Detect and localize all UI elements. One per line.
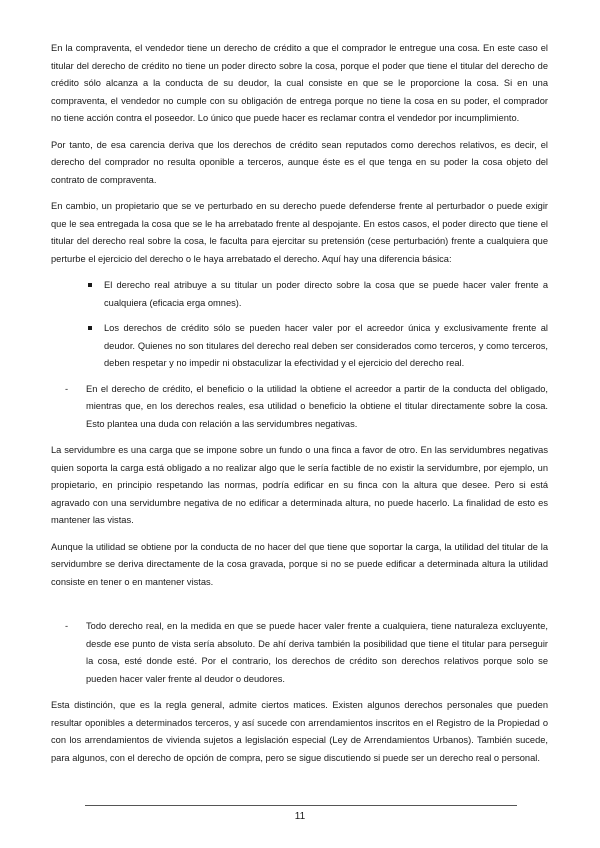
paragraph: Por tanto, de esa carencia deriva que los derechos de crédito sean reputados como derechos relativos, es decir, el derecho del comprador no resulta oponible a terceros, aunque éste es el que tenga en su poder la cosa objeto del contrato de compraventa. (51, 139, 548, 185)
bullet-item: El derecho real atribuye a su titular un poder directo sobre la cosa que se puede hacer valer frente a cualquiera (eficacia erga omnes). (51, 277, 548, 312)
dash-item: - Todo derecho real, en la medida en que se puede hacer valer frente a cualquiera, tiene naturaleza excluyente, desde ese punto de vista sería absoluto. De ahí deriva también la posibilidad que tiene el titular para perseguir la cosa, esté donde esté. Por el contrario, los derechos de crédito son derechos relativos porque solo se pueden hacer valer frente al deudor o deudores. (51, 618, 548, 688)
bullet-list (51, 277, 548, 373)
page-content (51, 40, 548, 776)
paragraph: En cambio, un propietario que se ve perturbado en su derecho puede defenderse frente al perturbador o puede exigir que le sea entregada la cosa que se le ha arrebatado frente al despojante. En estos casos, el poder directo que tiene el titular del derecho real sobre la cosa, le faculta para ejercitar su pretensión (cese perturbación) frente a cualquiera que perturbe el ejercicio del derecho o le haya arrebatado el derecho. Aquí hay una diferencia básica: (51, 201, 548, 264)
footer-divider (85, 805, 517, 806)
dash-list (51, 381, 548, 434)
page-number: 11 (294, 811, 306, 822)
paragraph: Aunque la utilidad se obtiene por la conducta de no hacer del que tiene que soportar la carga, la utilidad del titular de la servidumbre se deriva directamente de la cosa gravada, porque si no se puede edificar a determinada altura la utilidad consiste en tener o en mantener vistas. (51, 541, 548, 587)
dash-list (51, 618, 548, 688)
spacer (51, 600, 548, 618)
paragraph: Esta distinción, que es la regla general, admite ciertos matices. Existen algunos derechos personales que pueden resultar oponibles a determinados terceros, y así sucede con arrendamientos inscritos en el Registro de la Propiedad o con los arrendamientos de vivienda sujetos a legislación especial (Ley de Arrendamientos Urbanos). También sucede, para algunos, con el derecho de opción de compra, pero se sigue discutiendo si puede ser un derecho real o personal. (51, 700, 548, 763)
dash-item: - En el derecho de crédito, el beneficio o la utilidad la obtiene el acreedor a partir de la conducta del obligado, mientras que, en los derechos reales, esa utilidad o beneficio la obtiene el titular directamente sobre la cosa. Esto plantea una duda con relación a las servidumbres negativas. (51, 381, 548, 434)
paragraph: En la compraventa, el vendedor tiene un derecho de crédito a que el comprador le entregue una cosa. En este caso el titular del derecho de crédito no tiene un poder directo sobre la cosa, porque el poder que tiene el titular del derecho de crédito sólo alcanza a la conducta de su deudor, la cual consiste en que se le proporcione la cosa. Si en una compraventa, el vendedor no cumple con su obligación de entrega porque no tiene la cosa en su poder, el comprador no tiene acción contra el poseedor. Lo único que puede hacer es reclamar contra el vendedor por incumplimiento. (51, 43, 548, 123)
paragraph: La servidumbre es una carga que se impone sobre un fundo o una finca a favor de otro. En las servidumbres negativas quien soporta la carga está obligado a no realizar algo que le sería factible de no existir la servidumbre, por ejemplo, un propietario, en principio respetando las normas, podría edificar en su finca con la altura que desee. Pero si está agravado con una servidumbre negativa de no edificar a determinada altura, no puede hacerlo. La finalidad de esto es mantener las vistas. (51, 445, 548, 525)
bullet-item: Los derechos de crédito sólo se pueden hacer valer por el acreedor única y exclusivamente frente al deudor. Quienes no son titulares del derecho real deben ser considerados como terceros, y como terceros, deben respetar y no impedir ni obstaculizar la efectividad y el ejercicio del derecho real. (51, 320, 548, 373)
